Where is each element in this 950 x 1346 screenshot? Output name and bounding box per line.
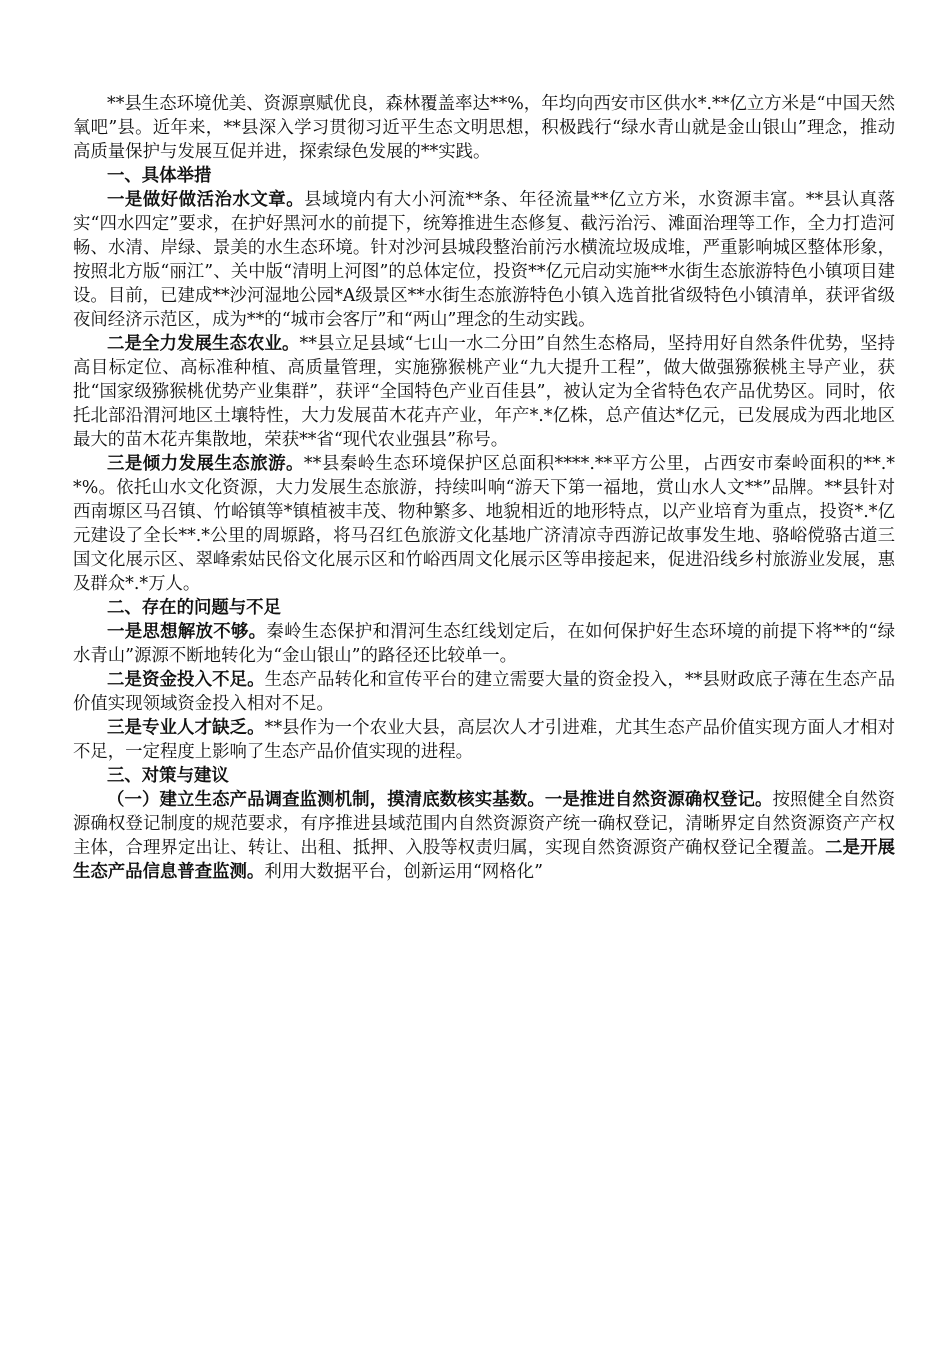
intro-paragraph: **县生态环境优美、资源禀赋优良，森林覆盖率达**%，年均向西安市区供水*.**亿立方米是“中国天然氧吧”县。近年来，**县深入学习贯彻习近平生态文明思想，积极践行“绿水青山就是金山银山”理念，推动高质量保护与发展互促并进，探索绿色发展的**实践。 <box>73 94 895 162</box>
paragraph-body: 按照健全自然资源确权登记制度的规范要求，有序推进县域范围内自然资源资产统一确权登记，清晰界定自然资源资产产权主体，合理界定出让、转让、出租、抵押、入股等权责归属，实现自然资源资产确权登记全覆盖。 <box>73 790 895 858</box>
paragraph-lead: 二是全力发展生态农业。 <box>107 334 300 354</box>
paragraph-lead: 一是做好做活治水文章。 <box>107 190 305 210</box>
section-2-paragraph-3 <box>73 716 895 764</box>
paragraph-lead: 二是资金投入不足。 <box>107 670 265 690</box>
paragraph-body: 秦岭生态保护和渭河生态红线划定后，在如何保护好生态环境的前提下将**的“绿水青山”源源不断地转化为“金山银山”的路径还比较单一。 <box>73 622 895 666</box>
paragraph-lead-2: 二是开展生态产品信息普查监测。 <box>73 838 895 882</box>
section-1-paragraph-2 <box>73 332 895 452</box>
paragraph-body: **县秦岭生态环境保护区总面积****.**平方公里，占西安市秦岭面积的**.**%。依托山水文化资源，大力发展生态旅游，持续叫响“游天下第一福地，赏山水人文**”品牌。**县针对西南塬区马召镇、竹峪镇等*镇植被丰茂、物种繁多、地貌相近的地形特点，以产业培育为重点，投资*.*亿元建设了全长**.*公里的周塬路，将马召红色旅游文化基地广济清凉寺西游记故事发生地、骆峪傥骆古道三国文化展示区、翠峰索姑民俗文化展示区和竹峪西周文化展示区等串接起来，促进沿线乡村旅游业发展，惠及群众*.*万人。 <box>73 454 895 594</box>
paragraph-body: **县作为一个农业大县，高层次人才引进难，尤其生态产品价值实现方面人才相对不足，一定程度上影响了生态产品价值实现的进程。 <box>73 718 895 762</box>
paragraph-body: 县域境内有大小河流**条、年径流量**亿立方米，水资源丰富。**县认真落实“四水四定”要求，在护好黑河水的前提下，统筹推进生态修复、截污治污、滩面治理等工作，全力打造河畅、水清、岸绿、景美的水生态环境。针对沙河县城段整治前污水横流垃圾成堆，严重影响城区整体形象，按照北方版“丽江”、关中版“清明上河图”的总体定位，投资**亿元启动实施**水街生态旅游特色小镇项目建设。目前，已建成**沙河湿地公园*A级景区**水街生态旅游特色小镇入选首批省级特色小镇清单，获评省级夜间经济示范区，成为**的“城市会客厅”和“两山”理念的生动实践。 <box>73 190 895 330</box>
paragraph-body-2: 利用大数据平台，创新运用“网格化” <box>264 862 543 882</box>
section-2-paragraph-1 <box>73 620 895 668</box>
document-page <box>73 92 895 884</box>
section-3-paragraph-1 <box>73 788 895 884</box>
section-1-heading: 一、具体举措 <box>107 166 212 186</box>
section-2-heading: 二、存在的问题与不足 <box>107 598 281 618</box>
section-2-paragraph-2 <box>73 668 895 716</box>
paragraph-body: 生态产品转化和宣传平台的建立需要大量的资金投入，**县财政底子薄在生态产品价值实现领域资金投入相对不足。 <box>73 670 895 714</box>
paragraph-lead: 一是思想解放不够。 <box>107 622 267 642</box>
paragraph-lead: 三是倾力发展生态旅游。 <box>107 454 304 474</box>
section-1-paragraph-3 <box>73 452 895 596</box>
section-3-heading: 三、对策与建议 <box>107 766 229 786</box>
section-1-paragraph-1 <box>73 188 895 332</box>
paragraph-lead: （一）建立生态产品调查监测机制，摸清底数核实基数。一是推进自然资源确权登记。 <box>107 790 773 810</box>
paragraph-body: **县立足县域“七山一水二分田”自然生态格局，坚持用好自然条件优势，坚持高目标定位、高标准种植、高质量管理，实施猕猴桃产业“九大提升工程”，做大做强猕猴桃主导产业，获批“国家级猕猴桃优势产业集群”，获评“全国特色产业百佳县”，被认定为全省特色农产品优势区。同时，依托北部沿渭河地区土壤特性，大力发展苗木花卉产业，年产*.*亿株，总产值达*亿元，已发展成为西北地区最大的苗木花卉集散地，荣获**省“现代农业强县”称号。 <box>73 334 895 450</box>
paragraph-lead: 三是专业人才缺乏。 <box>107 718 265 738</box>
